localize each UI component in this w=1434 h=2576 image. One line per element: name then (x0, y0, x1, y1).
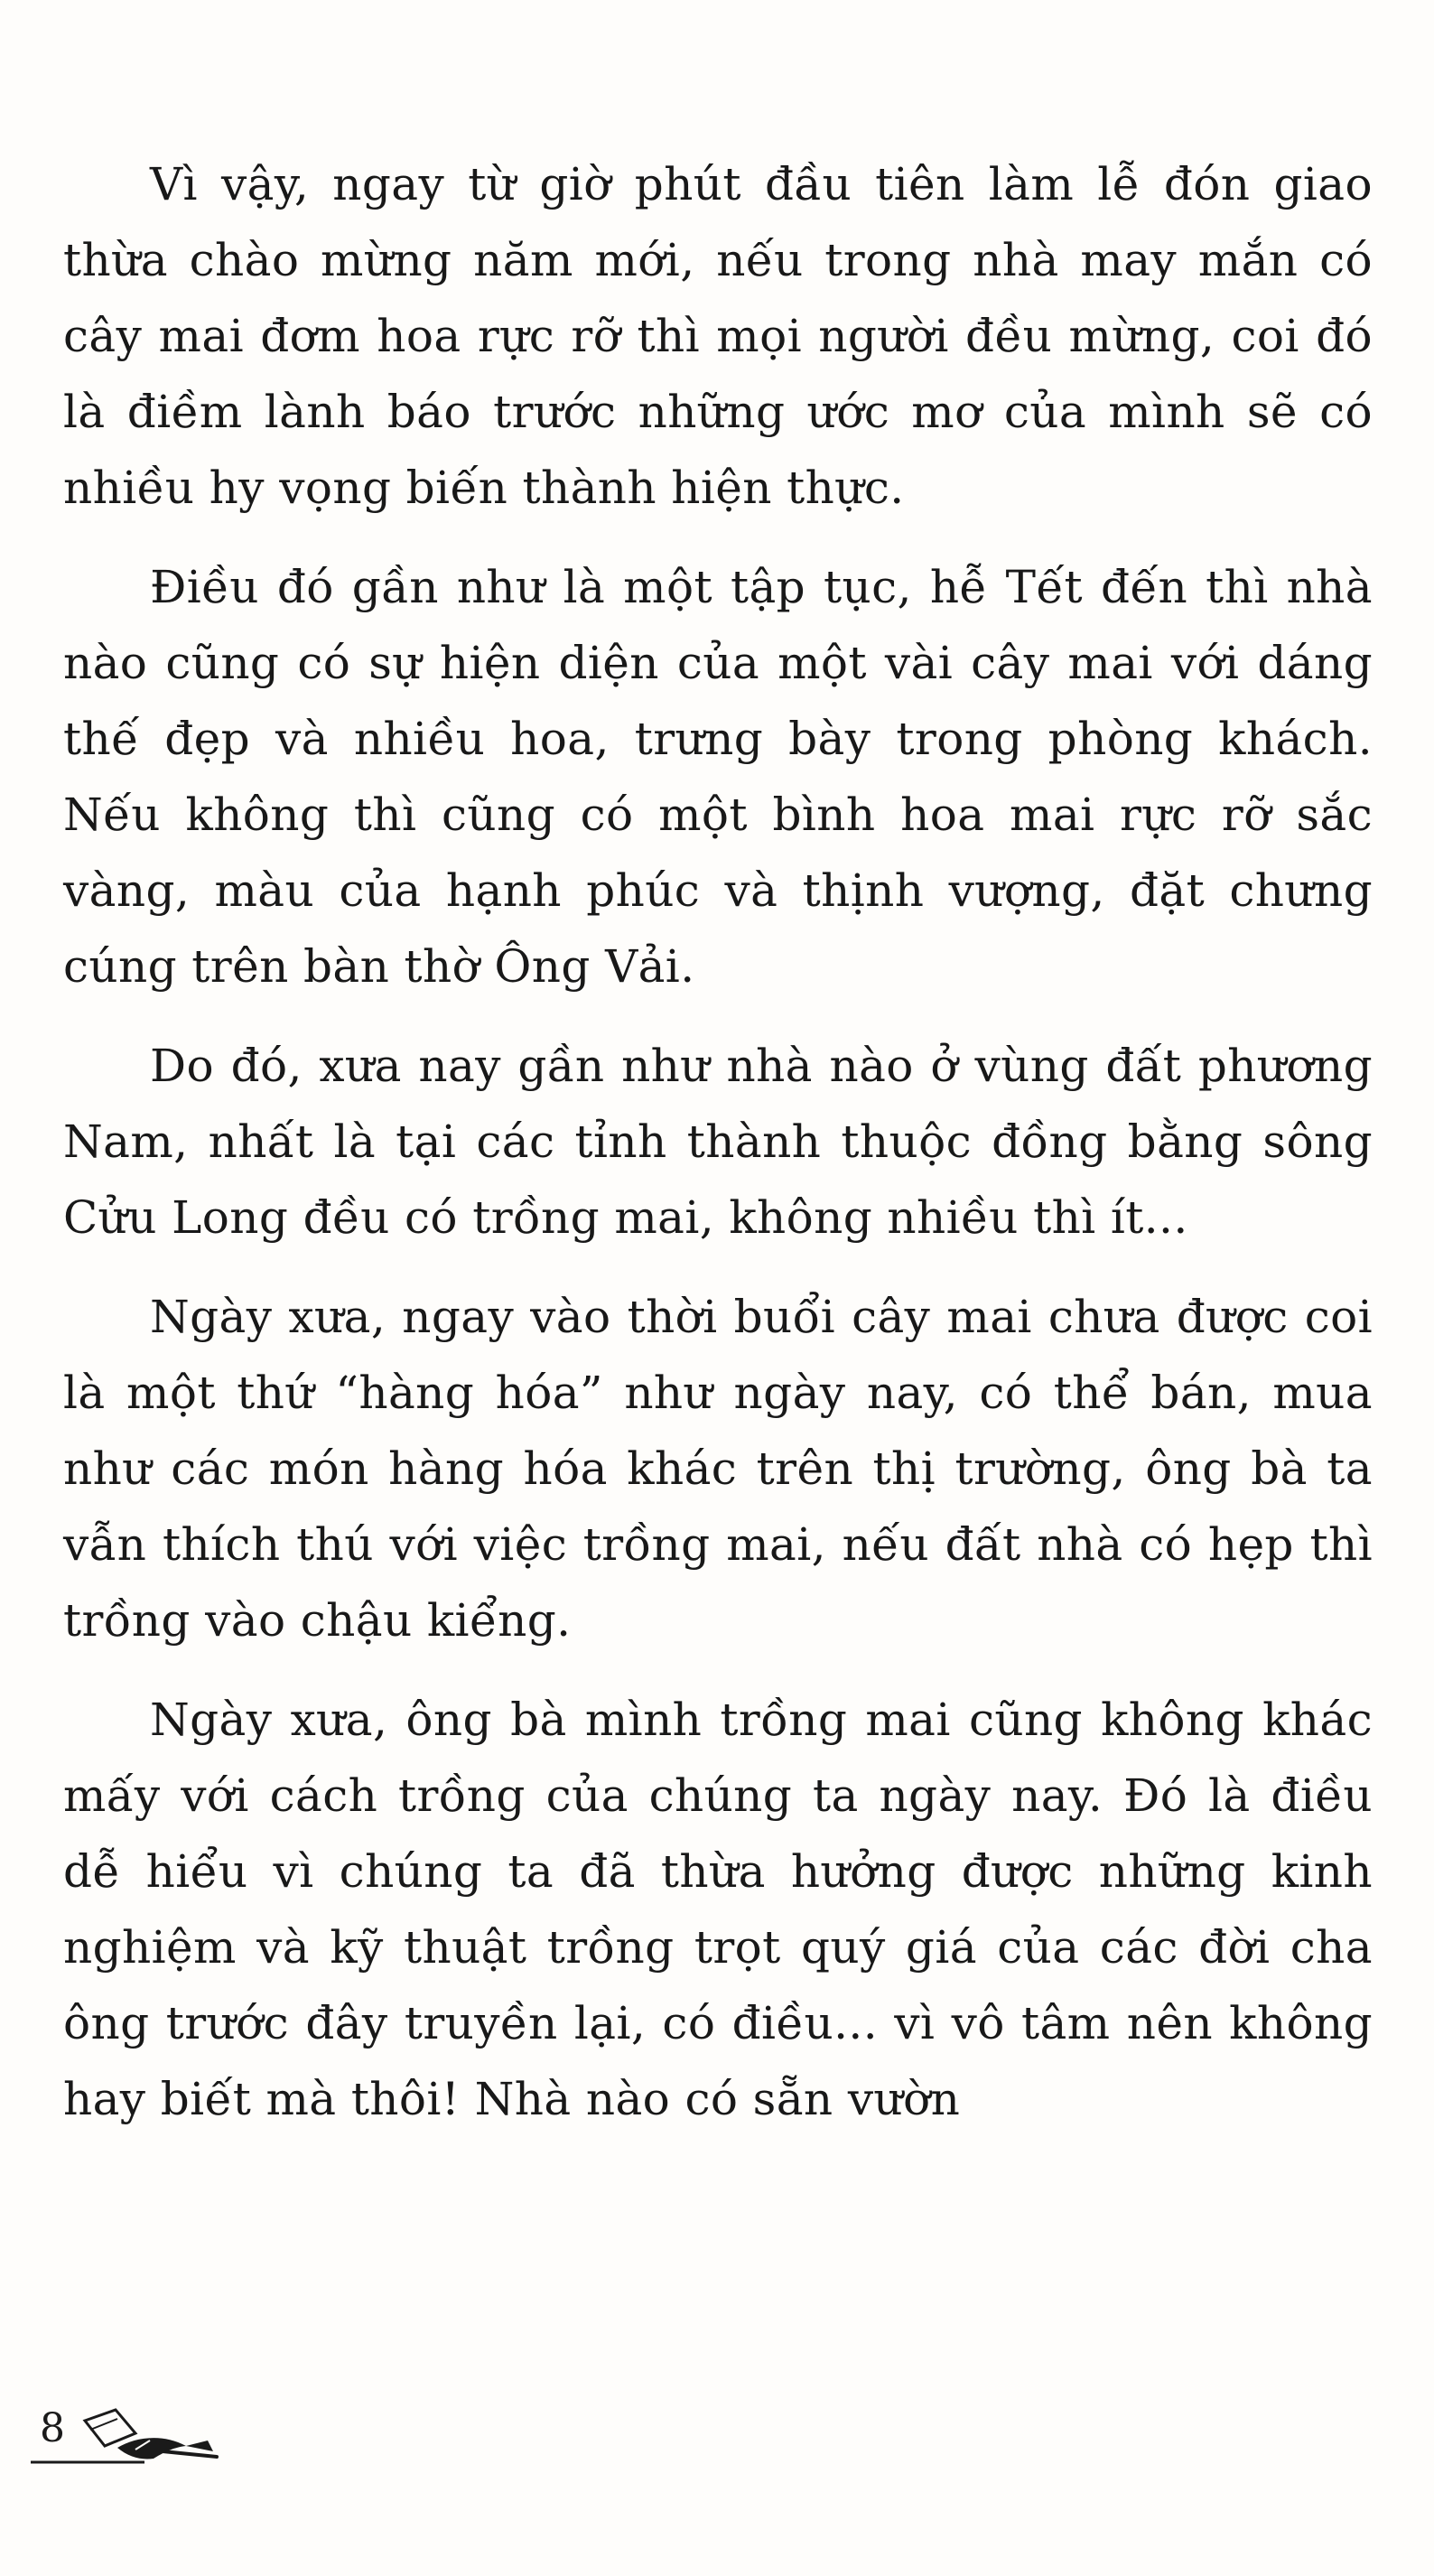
paragraph-4: Ngày xưa, ngay vào thời buổi cây mai chưa được coi là một thứ “hàng hóa” như ngày nay, có thể bán, mua như các món hàng hóa khác trên thị trường, ông bà ta vẫn thích thú với việc trồng mai, nếu đất nhà có hẹp thì trồng vào chậu kiểng. (63, 1291, 1373, 1647)
page-footer (27, 2394, 226, 2475)
paragraph-1: Vì vậy, ngay từ giờ phút đầu tiên làm lễ đón giao thừa chào mừng năm mới, nếu trong nhà may mắn có cây mai đơm hoa rực rỡ thì mọi người đều mừng, coi đó là điềm lành báo trước những ước mơ của mình sẽ có nhiều hy vọng biến thành hiện thực. (63, 158, 1373, 514)
page-number: 8 (40, 2405, 65, 2451)
paragraph-3: Do đó, xưa nay gần như nhà nào ở vùng đất phương Nam, nhất là tại các tỉnh thành thuộc đồng bằng sông Cửu Long đều có trồng mai, không nhiều thì ít... (63, 1040, 1373, 1244)
paragraph-5: Ngày xưa, ông bà mình trồng mai cũng không khác mấy với cách trồng của chúng ta ngày nay. Đó là điều dễ hiểu vì chúng ta đã thừa hưởng được những kinh nghiệm và kỹ thuật trồng trọt quý giá của các đời cha ông trước đây truyền lại, có điều... vì vô tâm nên không hay biết mà thôi! Nhà nào có sẵn vườn (63, 1694, 1373, 2125)
paragraph-2: Điều đó gần như là một tập tục, hễ Tết đến thì nhà nào cũng có sự hiện diện của một vài cây mai với dáng thế đẹp và nhiều hoa, trưng bày trong phòng khách. Nếu không thì cũng có một bình hoa mai rực rỡ sắc vàng, màu của hạnh phúc và thịnh vượng, đặt chưng cúng trên bàn thờ Ông Vải. (63, 561, 1373, 993)
body-text (63, 146, 1373, 2137)
